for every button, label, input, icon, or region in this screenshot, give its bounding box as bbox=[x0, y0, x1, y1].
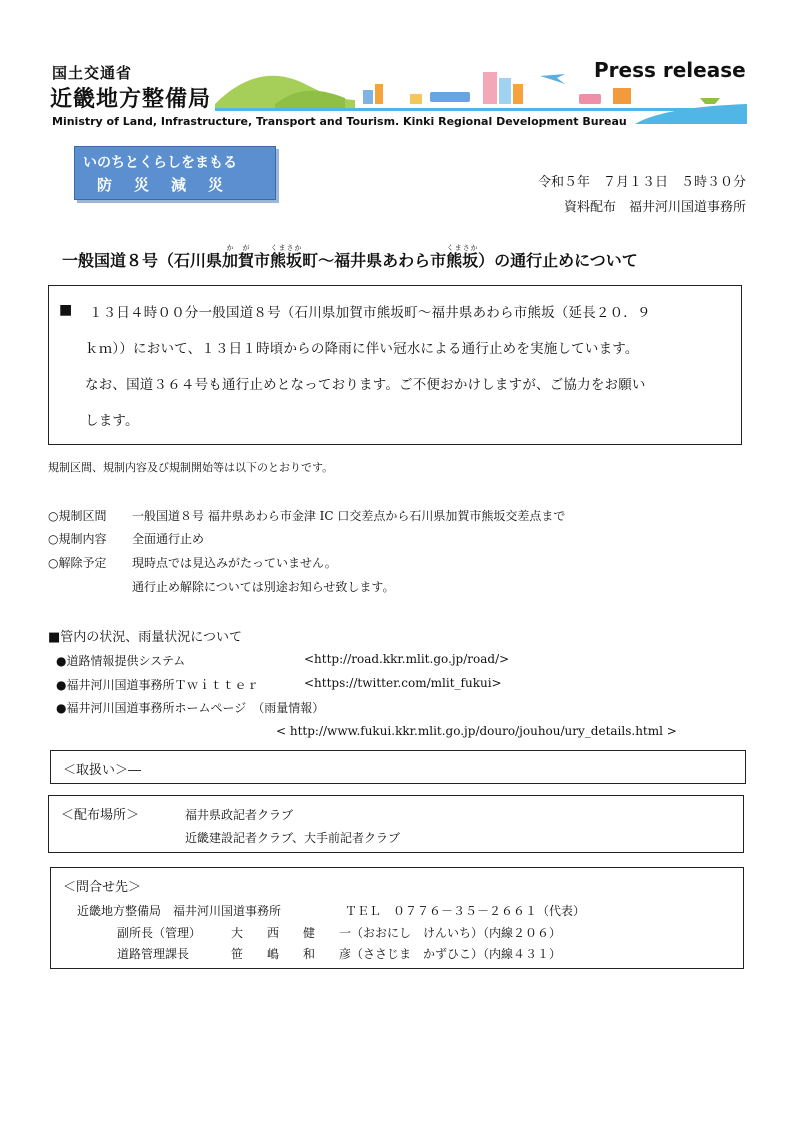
handling-box bbox=[50, 750, 746, 784]
regulation-intro: 規制区間、規制内容及び規制開始等は以下のとおりです。 bbox=[48, 461, 334, 474]
title-kaga: 加賀かが bbox=[222, 244, 255, 270]
disaster-prevention-slogan bbox=[74, 146, 276, 200]
banner-plane bbox=[540, 74, 565, 84]
handling-label: ＜取扱い＞― bbox=[63, 763, 142, 778]
status-item-twitter: ●福井河川国道事務所Ｔｗｉｔｔｅｒ bbox=[56, 678, 259, 692]
banner-tower-1 bbox=[483, 72, 497, 104]
banner-building-2 bbox=[375, 84, 383, 104]
regulation-section-label: ○規制区間 bbox=[48, 509, 107, 523]
slogan-line2: 防災減災 bbox=[97, 176, 246, 194]
banner-building-3 bbox=[410, 94, 422, 104]
banner-tower-3 bbox=[513, 84, 523, 104]
summary-line1: １３日４時００分一般国道８号（石川県加賀市熊坂町～福井県あわら市熊坂（延長２０．９ bbox=[89, 305, 651, 321]
contact-person1-name: 大 西 健 一（おおにし けんいち）（内線２０６） bbox=[231, 926, 562, 940]
distribution-box bbox=[48, 795, 744, 853]
title-kumasaka2: 熊坂くまさか bbox=[446, 244, 479, 270]
contact-label: ＜問合せ先＞ bbox=[63, 880, 142, 895]
summary-line2: ｋｍ））において、１３日１時頃からの降雨に伴い冠水による通行止めを実施しています。 bbox=[85, 341, 639, 357]
regulation-section-value: 一般国道８号 福井県あわら市金津 IC 口交差点から石川県加賀市熊坂交差点まで bbox=[132, 509, 566, 523]
contact-tel: ＴＥＬ ０７７６－３５－２６６１（代表） bbox=[345, 904, 586, 918]
title-part3: 町～福井県あわら市 bbox=[302, 251, 447, 270]
page-title bbox=[62, 244, 752, 271]
press-release-label: Press release bbox=[594, 58, 746, 82]
contact-person1-title: 副所長（管理） bbox=[117, 926, 202, 940]
twitter-link[interactable]: <https://twitter.com/mlit_fukui> bbox=[304, 676, 502, 690]
summary-line4: します。 bbox=[85, 413, 139, 429]
ministry-english-name: Ministry of Land, Infrastructure, Transport and Tourism. Kinki Regional Development Bureau bbox=[52, 115, 627, 128]
title-kumasaka-ruby: くまさか bbox=[270, 244, 303, 252]
regulation-release-value: 現時点では見込みがたっていません。 bbox=[132, 556, 337, 570]
contact-office: 近畿地方整備局 福井河川国道事務所 bbox=[77, 904, 282, 918]
banner-building-4 bbox=[613, 88, 631, 104]
regulation-release-note: 通行止め解除については別途お知らせ致します。 bbox=[132, 580, 395, 594]
contact-box bbox=[50, 867, 744, 969]
rainfall-link[interactable]: < http://www.fukui.kkr.mlit.go.jp/douro/jouhou/ury_details.html > bbox=[276, 724, 677, 738]
status-item-road-info: ●道路情報提供システム bbox=[56, 654, 186, 668]
summary-line3: なお、国道３６４号も通行止めとなっております。ご不便おかけしますが、ご協力をお願い bbox=[85, 377, 646, 393]
banner-boat bbox=[700, 98, 720, 104]
summary-bullet: ■ bbox=[59, 302, 73, 318]
contact-person2-name: 笹 嶋 和 彦（ささじま かずひこ）（内線４３１） bbox=[231, 947, 562, 961]
status-heading: ■管内の状況、雨量状況について bbox=[48, 630, 243, 645]
summary-box bbox=[48, 285, 742, 445]
title-part4: ）の通行止めについて bbox=[478, 251, 638, 270]
banner-train bbox=[430, 92, 470, 102]
slogan-line1: いのちとくらしをまもる bbox=[83, 155, 237, 171]
title-kumasaka: 熊坂くまさか bbox=[270, 244, 303, 270]
title-part2: 市 bbox=[254, 251, 271, 270]
issuer: 資料配布 福井河川国道事務所 bbox=[563, 200, 746, 215]
title-kumasaka2-ruby: くまさか bbox=[446, 244, 479, 252]
title-kaga-ruby: かが bbox=[222, 244, 255, 252]
release-datetime: 令和５年 ７月１３日 ５時３０分 bbox=[537, 175, 746, 190]
distribution-place1: 福井県政記者クラブ bbox=[185, 808, 294, 822]
regulation-content-label: ○規制内容 bbox=[48, 532, 107, 546]
bureau-name: 近畿地方整備局 bbox=[50, 87, 212, 112]
road-info-link[interactable]: <http://road.kkr.mlit.go.jp/road/> bbox=[304, 652, 510, 666]
status-item-homepage: ●福井河川国道事務所ホームページ （雨量情報） bbox=[56, 701, 325, 715]
regulation-content-value: 全面通行止め bbox=[132, 532, 205, 546]
banner-tower-2 bbox=[499, 78, 511, 104]
contact-person2-title: 道路管理課長 bbox=[117, 947, 190, 961]
distribution-label: ＜配布場所＞ bbox=[61, 808, 140, 823]
banner-wave bbox=[635, 104, 747, 124]
banner-bus bbox=[579, 94, 601, 104]
title-part1: 一般国道８号（石川県 bbox=[62, 251, 223, 270]
distribution-place2: 近畿建設記者クラブ、大手前記者クラブ bbox=[185, 831, 401, 845]
banner-building-1 bbox=[363, 90, 373, 104]
regulation-release-label: ○解除予定 bbox=[48, 556, 107, 570]
ministry-name-line1: 国土交通省 bbox=[52, 64, 133, 82]
banner-sea-band bbox=[215, 108, 747, 111]
